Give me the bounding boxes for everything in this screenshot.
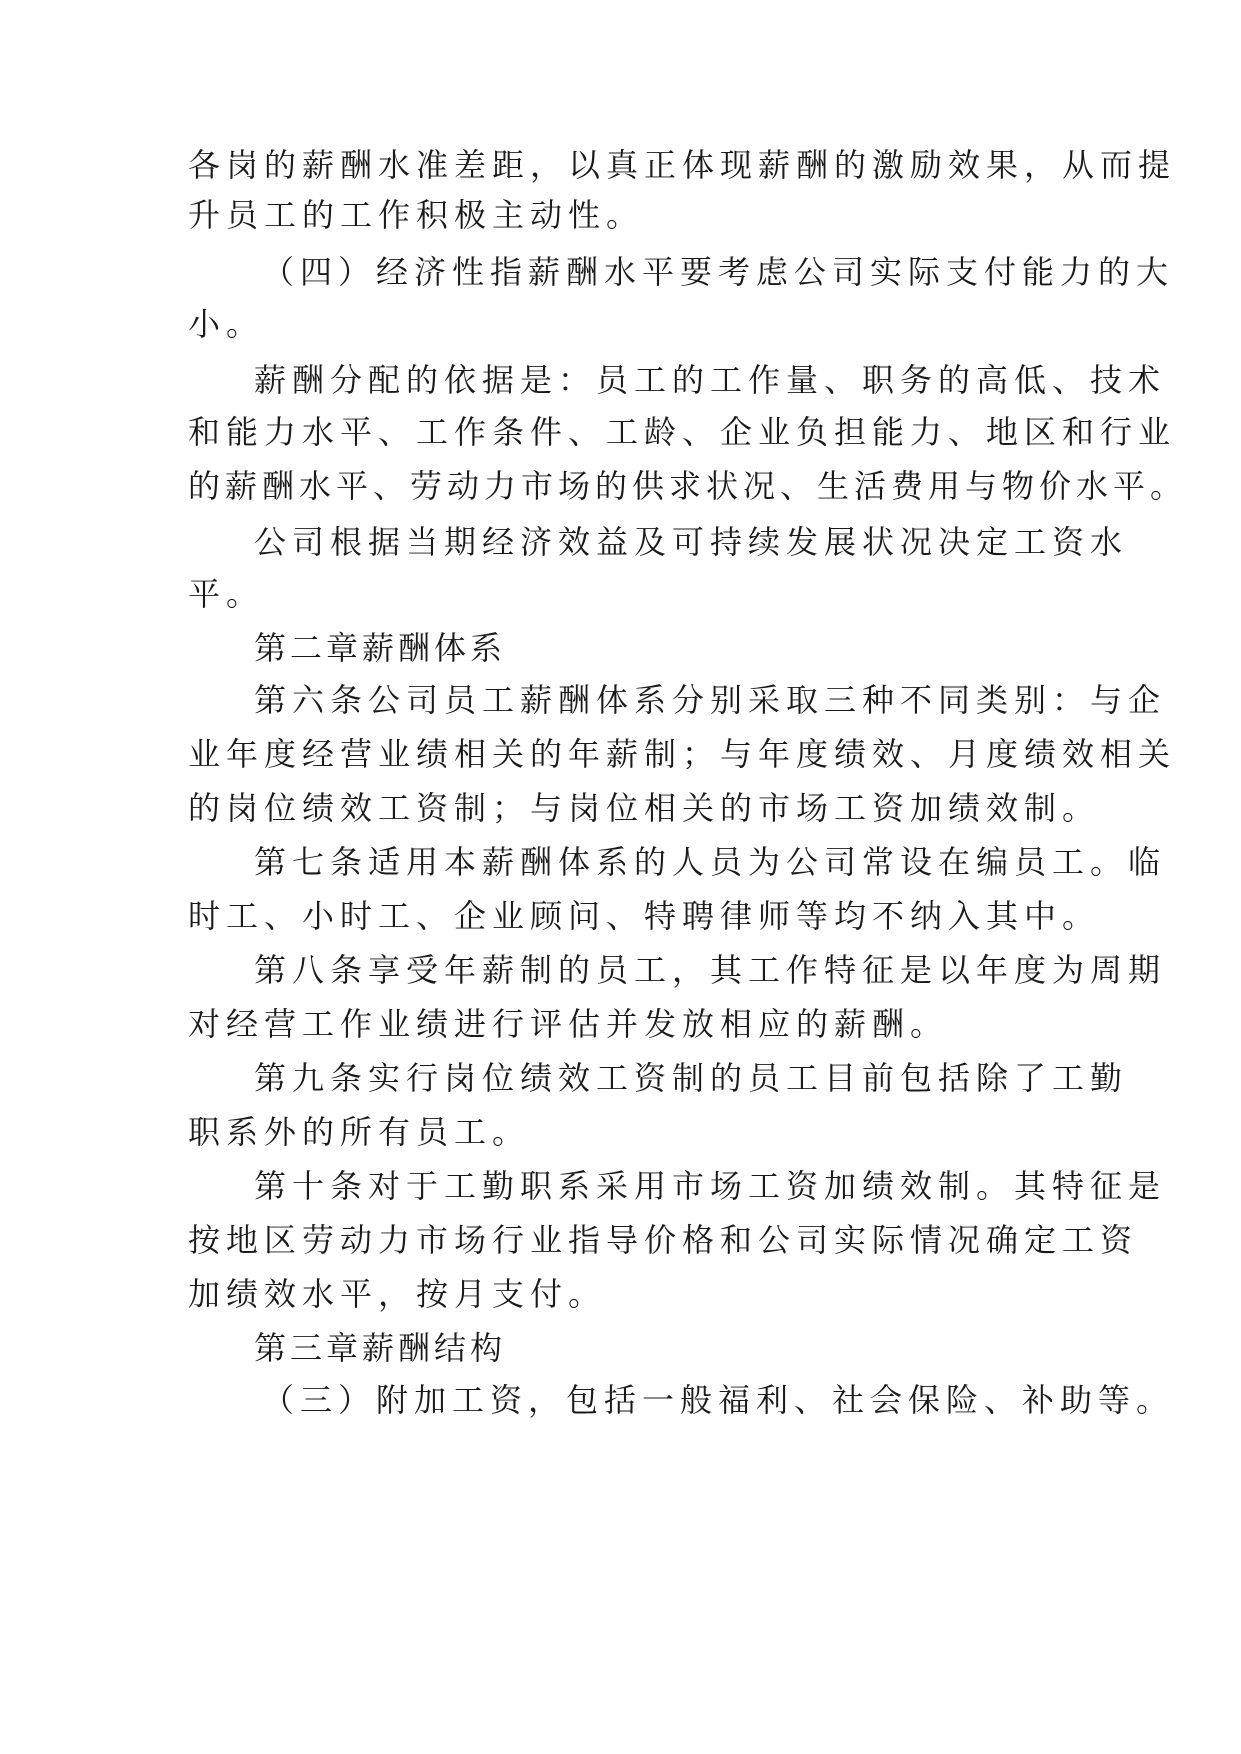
paragraph-line: 对经营工作业绩进行评估并发放相应的薪酬。 — [188, 1005, 949, 1043]
paragraph-line: 第六条公司员工薪酬体系分别采取三种不同类别：与企 — [254, 681, 1167, 719]
paragraph-line: 按地区劳动力市场行业指导价格和公司实际情况确定工资 — [188, 1221, 1139, 1259]
paragraph-line: 时工、小时工、企业顾问、特聘律师等均不纳入其中。 — [188, 897, 1101, 935]
paragraph-line: 公司根据当期经济效益及可持续发展状况决定工资水 — [254, 523, 1129, 561]
paragraph-line: 各岗的薪酬水准差距，以真正体现薪酬的激励效果，从而提 — [188, 146, 1177, 184]
paragraph-line: 小。 — [188, 305, 265, 343]
paragraph-line: 的岗位绩效工资制；与岗位相关的市场工资加绩效制。 — [188, 789, 1101, 827]
paragraph-line: （三）附加工资，包括一般福利、社会保险、补助等。 — [262, 1381, 1175, 1419]
chapter-heading: 第二章薪酬体系 — [254, 629, 507, 667]
paragraph-line: 第七条适用本薪酬体系的人员为公司常设在编员工。临 — [254, 843, 1167, 881]
paragraph-line: 第十条对于工勤职系采用市场工资加绩效制。其特征是 — [254, 1167, 1167, 1205]
paragraph-line: 升员工的工作积极主动性。 — [188, 196, 645, 234]
paragraph-line: 职系外的所有员工。 — [188, 1113, 531, 1151]
chapter-heading: 第三章薪酬结构 — [254, 1329, 507, 1367]
paragraph-line: 的薪酬水平、劳动力市场的供求状况、生活费用与物价水平。 — [188, 467, 1188, 505]
paragraph-line: 薪酬分配的依据是：员工的工作量、职务的高低、技术 — [254, 361, 1167, 399]
paragraph-line: （四）经济性指薪酬水平要考虑公司实际支付能力的大 — [262, 253, 1175, 291]
paragraph-line: 加绩效水平，按月支付。 — [188, 1275, 607, 1313]
paragraph-line: 业年度经营业绩相关的年薪制；与年度绩效、月度绩效相关 — [188, 735, 1177, 773]
paragraph-line: 和能力水平、工作条件、工龄、企业负担能力、地区和行业 — [188, 413, 1177, 451]
paragraph-line: 平。 — [188, 575, 265, 613]
paragraph-line: 第九条实行岗位绩效工资制的员工目前包括除了工勤 — [254, 1059, 1129, 1097]
paragraph-line: 第八条享受年薪制的员工，其工作特征是以年度为周期 — [254, 951, 1167, 989]
